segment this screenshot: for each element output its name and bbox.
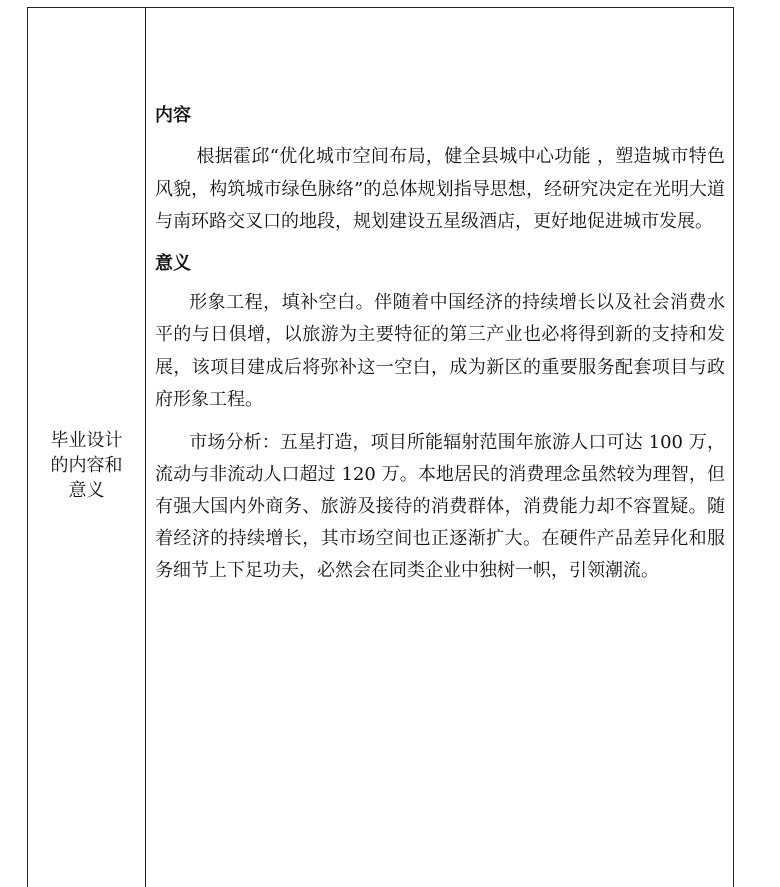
left-label-cell	[28, 428, 145, 503]
section-heading-content: 内容	[155, 105, 191, 126]
left-label-line-1: 毕业设计	[50, 430, 123, 451]
content-cell	[155, 101, 725, 587]
section-heading-significance: 意义	[155, 252, 191, 274]
significance-paragraph-2: 市场分析：五星打造，项目所能辐射范围年旅游人口可达 100 万，流动与非流动人口超过 120 万。本地居民的消费理念虽然较为理智，但有强大国内外商务、旅游及接待的消费群体，消费能力却不容置疑。随着经济的持续增长，其市场空间也正逐渐扩大。在硬件产品差异化和服务细节上下足功夫，必然会在同类企业中独树一帜，引领潮流。	[155, 431, 726, 581]
content-paragraph: 根据霍邱“优化城市空间布局，健全县城中心功能 ，塑造城市特色风貌，构筑城市绿色脉络”的总体规划指导思想，经研究决定在光明大道与南环路交叉口的地段，规划建设五星级酒店，更好地促进城市发展。	[155, 146, 725, 232]
left-label-line-2: 的内容和	[50, 455, 123, 476]
column-divider	[145, 7, 146, 887]
left-label-line-3: 意义	[68, 480, 105, 501]
significance-paragraph-1: 形象工程，填补空白。伴随着中国经济的持续增长以及社会消费水平的与日俱增，以旅游为主要特征的第三产业也必将得到新的支持和发展，该项目建成后将弥补这一空白，成为新区的重要服务配套项目与政府形象工程。	[155, 291, 725, 410]
